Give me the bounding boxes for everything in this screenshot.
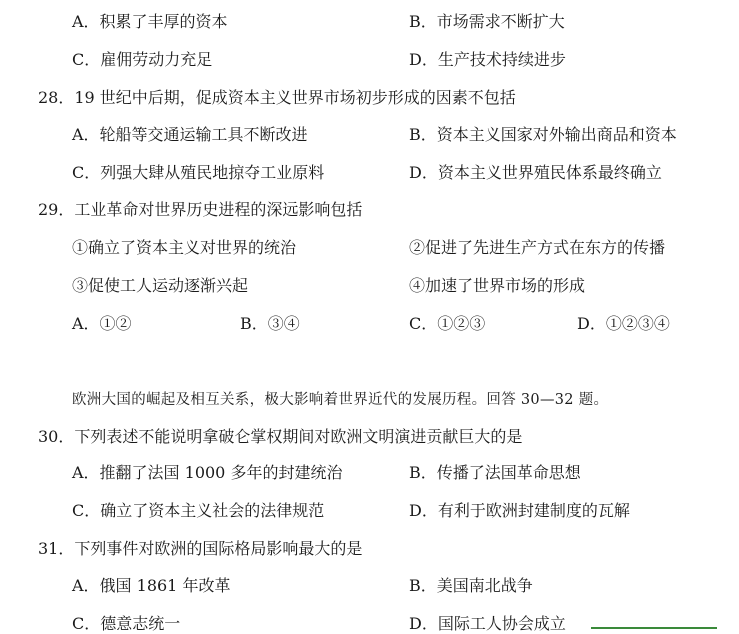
- q30-stem: 30．下列表述不能说明拿破仑掌权期间对欧洲文明演进贡献巨大的是: [38, 427, 523, 446]
- q29-statement-2: ②促进了先进生产方式在东方的传播: [409, 238, 666, 257]
- q29-stem: 29．工业革命对世界历史进程的深远影响包括: [38, 200, 363, 219]
- q27-option-d: D．生产技术持续进步: [409, 50, 566, 69]
- q28-option-a: A．轮船等交通运输工具不断改进: [72, 125, 308, 144]
- q31-stem: 31．下列事件对欧洲的国际格局影响最大的是: [38, 539, 363, 558]
- q28-option-d: D．资本主义世界殖民体系最终确立: [409, 163, 662, 182]
- q31-option-b: B．美国南北战争: [409, 576, 533, 595]
- q29-option-d: D．①②③④: [577, 314, 670, 333]
- section-intro: 欧洲大国的崛起及相互关系，极大影响着世界近代的发展历程。回答 30—32 题。: [72, 392, 609, 408]
- q28-option-c: C．列强大肆从殖民地掠夺工业原料: [72, 163, 325, 182]
- q31-option-c: C．德意志统一: [72, 614, 181, 633]
- q28-stem: 28．19 世纪中后期，促成资本主义世界市场初步形成的因素不包括: [38, 88, 516, 107]
- q30-option-a: A．推翻了法国 1000 多年的封建统治: [72, 463, 343, 482]
- q29-option-b: B．③④: [240, 314, 300, 333]
- q30-option-b: B．传播了法国革命思想: [409, 463, 581, 482]
- q31-option-d: D．国际工人协会成立: [409, 614, 566, 633]
- bottom-progress-line: [591, 627, 717, 629]
- q29-statement-3: ③促使工人运动逐渐兴起: [72, 276, 249, 295]
- q31-option-a: A．俄国 1861 年改革: [72, 576, 231, 595]
- q28-option-b: B．资本主义国家对外输出商品和资本: [409, 125, 677, 144]
- q29-statement-4: ④加速了世界市场的形成: [409, 276, 586, 295]
- q29-option-a: A．①②: [72, 314, 132, 333]
- q30-option-c: C．确立了资本主义社会的法律规范: [72, 501, 325, 520]
- q27-option-b: B．市场需求不断扩大: [409, 12, 565, 31]
- q30-option-d: D．有利于欧洲封建制度的瓦解: [409, 501, 630, 520]
- q29-statement-1: ①确立了资本主义对世界的统治: [72, 238, 297, 257]
- q29-option-c: C．①②③: [409, 314, 486, 333]
- q27-option-c: C．雇佣劳动力充足: [72, 50, 213, 69]
- q27-option-a: A．积累了丰厚的资本: [72, 12, 228, 31]
